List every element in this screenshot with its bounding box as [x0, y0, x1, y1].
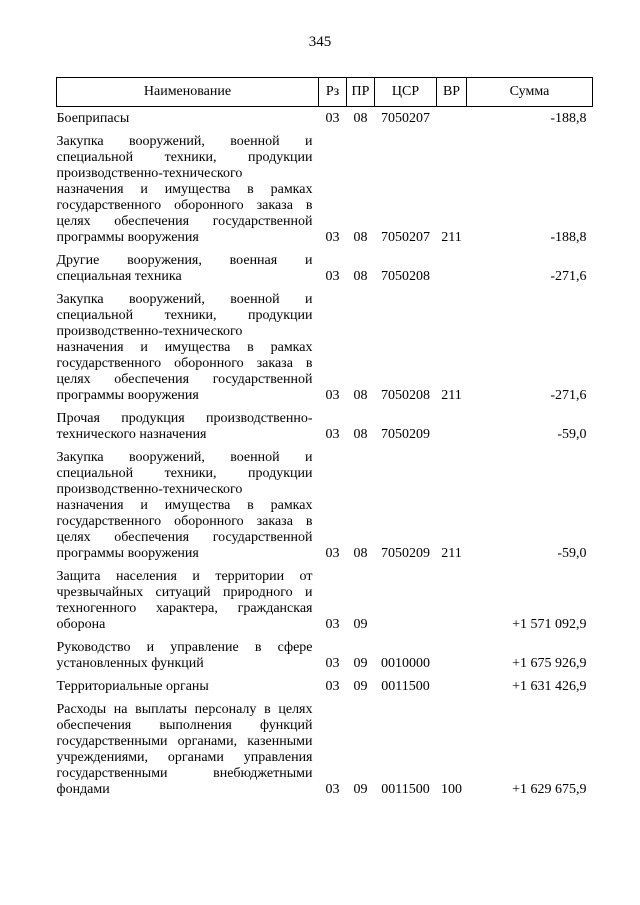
- cell-rz: 03: [325, 679, 340, 694]
- cell-rz: 03: [325, 617, 340, 632]
- table-header: [57, 78, 593, 107]
- cell-sum: -59,0: [557, 546, 587, 561]
- cell-csr: 7050209: [381, 427, 430, 442]
- cell-vr: 211: [441, 230, 462, 245]
- header-name: Наименование: [57, 78, 319, 107]
- table-body: [57, 107, 593, 802]
- table-row: [57, 249, 593, 288]
- cell-vr: [437, 636, 467, 675]
- cell-vr: [437, 407, 467, 446]
- cell-name: Прочая продукция производственно-технического назначения: [56, 411, 313, 442]
- cell-vr: [437, 249, 467, 288]
- budget-table-container: [56, 77, 592, 801]
- budget-table: [56, 77, 593, 801]
- cell-pr: 08: [353, 388, 368, 403]
- cell-csr: 7050208: [381, 269, 430, 284]
- cell-sum: +1 571 092,9: [512, 617, 587, 632]
- cell-csr: 7050207: [381, 230, 430, 245]
- header-csr: ЦСР: [375, 78, 437, 107]
- header-row: [57, 78, 593, 107]
- cell-csr: 7050209: [381, 546, 430, 561]
- cell-rz: 03: [325, 111, 340, 126]
- cell-sum: +1 629 675,9: [512, 782, 587, 797]
- table-row: [57, 565, 593, 636]
- cell-name: Закупка вооружений, военной и специальной техники, продукции производственно-технического назначения и имущества в рамках государственного оборонного заказа в целях обеспечения государственной программы вооружения: [56, 450, 313, 561]
- header-sum: Сумма: [467, 78, 593, 107]
- header-pr: ПР: [347, 78, 375, 107]
- cell-pr: 08: [353, 230, 368, 245]
- cell-name: Территориальные органы: [56, 679, 209, 694]
- cell-pr: 08: [353, 427, 368, 442]
- header-vr: ВР: [437, 78, 467, 107]
- cell-rz: 03: [325, 269, 340, 284]
- cell-vr: 211: [441, 388, 462, 403]
- cell-pr: 09: [353, 679, 368, 694]
- cell-csr: 7050207: [381, 111, 430, 126]
- cell-pr: 09: [353, 782, 368, 797]
- header-rz: Рз: [319, 78, 347, 107]
- cell-name: Закупка вооружений, военной и специальной техники, продукции производственно-технического назначения и имущества в рамках государственного оборонного заказа в целях обеспечения государственной программы вооружения: [56, 134, 313, 245]
- cell-name: Боеприпасы: [56, 111, 130, 126]
- cell-pr: 09: [353, 656, 368, 671]
- cell-csr: 7050208: [381, 388, 430, 403]
- table-row: [57, 446, 593, 565]
- cell-csr: 0011500: [381, 679, 430, 694]
- cell-pr: 08: [353, 111, 368, 126]
- cell-name: Руководство и управление в сфере установленных функций: [56, 640, 313, 671]
- table-row: [57, 698, 593, 801]
- cell-rz: 03: [325, 427, 340, 442]
- table-row: [57, 407, 593, 446]
- cell-rz: 03: [325, 230, 340, 245]
- cell-pr: 08: [353, 546, 368, 561]
- cell-sum: -188,8: [550, 230, 587, 245]
- table-row: [57, 130, 593, 249]
- cell-csr: [375, 565, 437, 636]
- cell-sum: -188,8: [550, 111, 587, 126]
- cell-rz: 03: [325, 656, 340, 671]
- table-row: [57, 107, 593, 131]
- cell-sum: +1 675 926,9: [512, 656, 587, 671]
- cell-pr: 08: [353, 269, 368, 284]
- cell-csr: 0010000: [381, 656, 430, 671]
- cell-name: Защита населения и территории от чрезвычайных ситуаций природного и техногенного характера, гражданская оборона: [56, 569, 313, 632]
- cell-sum: -59,0: [557, 427, 587, 442]
- page-number: 345: [308, 34, 332, 50]
- cell-vr: [437, 107, 467, 131]
- cell-vr: [437, 565, 467, 636]
- cell-rz: 03: [325, 546, 340, 561]
- cell-vr: 100: [441, 782, 462, 797]
- cell-sum: -271,6: [550, 269, 587, 284]
- cell-rz: 03: [325, 388, 340, 403]
- cell-sum: +1 631 426,9: [512, 679, 587, 694]
- cell-csr: 0011500: [381, 782, 430, 797]
- cell-vr: 211: [441, 546, 462, 561]
- cell-sum: -271,6: [550, 388, 587, 403]
- cell-rz: 03: [325, 782, 340, 797]
- table-row: [57, 675, 593, 698]
- cell-name: Другие вооружения, военная и специальная техника: [56, 253, 313, 284]
- cell-vr: [437, 675, 467, 698]
- cell-name: Расходы на выплаты персоналу в целях обеспечения выполнения функций государственными органами, казенными учреждениями, органами управления государственными внебюджетными фондами: [56, 702, 313, 797]
- cell-pr: 09: [353, 617, 368, 632]
- cell-name: Закупка вооружений, военной и специальной техники, продукции производственно-технического назначения и имущества в рамках государственного оборонного заказа в целях обеспечения государственной программы вооружения: [56, 292, 313, 403]
- table-row: [57, 636, 593, 675]
- table-row: [57, 288, 593, 407]
